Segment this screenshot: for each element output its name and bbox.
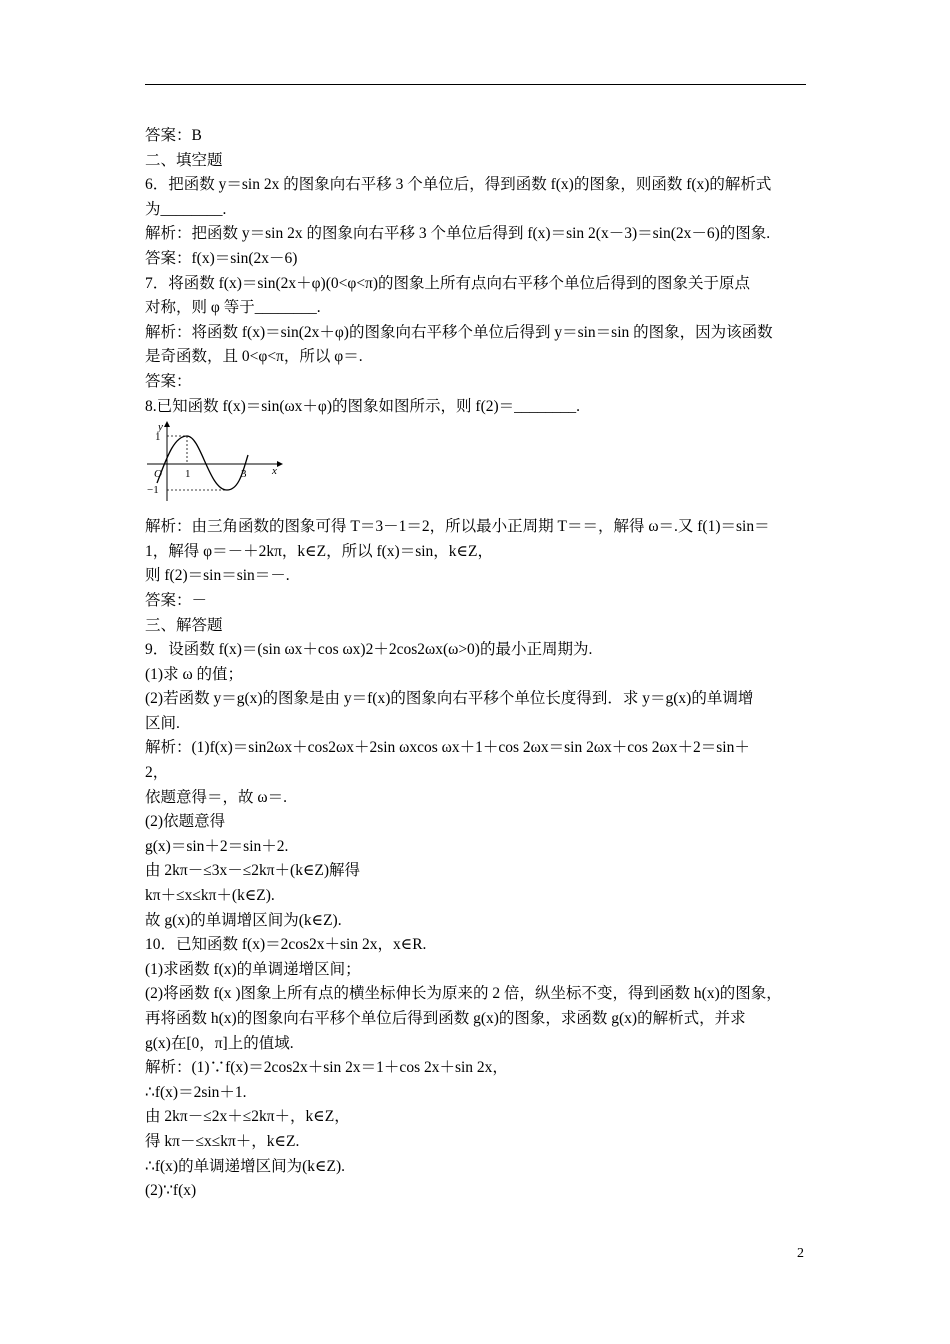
text-line: (2)若函数 y＝g(x)的图象是由 y＝f(x)的图象向右平移个单位长度得到．求 y＝g(x)的单调增 bbox=[145, 690, 754, 708]
text-line: 是奇函数，且 0<φ<π，所以 φ＝. bbox=[145, 348, 363, 366]
text-line: (2)依题意得 bbox=[145, 813, 226, 831]
text-line: 解析：把函数 y＝sin 2x 的图象向右平移 3 个单位后得到 f(x)＝sin 2(x－3)＝sin(2x－6)的图象. bbox=[145, 225, 771, 243]
text-line: 2， bbox=[145, 764, 169, 782]
text-line: 9．设函数 f(x)＝(sin ωx＋cos ωx)2＋2cos2ωx(ω>0)的最小正周期为. bbox=[145, 641, 593, 659]
text-line: 解析：(1)∵f(x)＝2cos2x＋sin 2x＝1＋cos 2x＋sin 2x， bbox=[145, 1059, 508, 1077]
text-line: 得 kπ－≤x≤kπ＋，k∈Z. bbox=[145, 1132, 300, 1150]
x-tick-3-label: 3 bbox=[241, 468, 247, 481]
text-line: 答案： bbox=[145, 372, 192, 390]
text-line: 10．已知函数 f(x)＝2cos2x＋sin 2x，x∈R. bbox=[145, 936, 427, 954]
text-line: g(x)在[0，π]上的值域. bbox=[145, 1034, 294, 1052]
text-line: 解析：将函数 f(x)＝sin(2x＋φ)的图象向右平移个单位后得到 y＝sin＝sin 的图象，因为该函数 bbox=[145, 323, 773, 341]
lines-after-graph bbox=[145, 515, 810, 1204]
text-line: g(x)＝sin＋2＝sin＋2. bbox=[145, 837, 289, 855]
text-line: 答案：B bbox=[145, 127, 202, 144]
text-line: kπ＋≤x≤kπ＋(k∈Z). bbox=[145, 887, 275, 905]
x-axis-arrow bbox=[277, 461, 283, 467]
text-line: 6．把函数 y＝sin 2x 的图象向右平移 3 个单位后，得到函数 f(x)的图象，则函数 f(x)的解析式 bbox=[145, 176, 772, 194]
text-line: 依题意得＝，故 ω＝. bbox=[145, 788, 287, 806]
page-number: 2 bbox=[797, 1246, 804, 1261]
text-line: (1)求 ω 的值； bbox=[145, 665, 244, 683]
text-line: 由 2kπ－≤3x－≤2kπ＋(k∈Z)解得 bbox=[145, 862, 361, 880]
text-line: 再将函数 h(x)的图象向右平移个单位后得到函数 g(x)的图象，求函数 g(x)的解析式，并求 bbox=[145, 1010, 746, 1027]
origin-label: O bbox=[154, 468, 162, 481]
text-line: 解析：(1)f(x)＝sin2ωx＋cos2ωx＋2sin ωxcos ωx＋1＋cos 2ωx＝sin 2ωx＋cos 2ωx＋2＝sin＋ bbox=[145, 739, 750, 757]
y-tick-bottom-label: −1 bbox=[147, 484, 159, 497]
y-axis-arrow bbox=[164, 421, 170, 427]
text-line: (2)∵f(x) bbox=[145, 1182, 197, 1200]
text-line: 7．将函数 f(x)＝sin(2x＋φ)(0<φ<π)的图象上所有点向右平移个单位后得到的图象关于原点 bbox=[145, 274, 751, 292]
header-rule bbox=[145, 84, 806, 85]
text-line: 三、解答题 bbox=[145, 616, 223, 634]
x-axis-label: x bbox=[272, 465, 277, 478]
text-line: 答案：－ bbox=[145, 591, 208, 609]
text-line: 区间. bbox=[145, 714, 180, 732]
y-tick-top-label: 1 bbox=[155, 431, 161, 444]
text-line: 1，解得 φ＝－＋2kπ，k∈Z，所以 f(x)＝sin，k∈Z， bbox=[145, 542, 493, 560]
page-body bbox=[145, 124, 810, 1204]
text-line: 二、填空题 bbox=[145, 151, 223, 169]
text-line: 则 f(2)＝sin＝sin＝－. bbox=[145, 567, 290, 585]
text-line: (1)求函数 f(x)的单调递增区间； bbox=[145, 960, 361, 978]
text-line: ∴f(x)＝2sin＋1. bbox=[145, 1083, 247, 1101]
text-line: 解析：由三角函数的图象可得 T＝3－1＝2，所以最小正周期 T＝＝，解得 ω＝.又 f(1)＝sin＝ bbox=[145, 518, 770, 536]
text-line: 8.已知函数 f(x)＝sin(ωx＋φ)的图象如图所示，则 f(2)＝________. bbox=[145, 397, 581, 415]
text-line: 答案：f(x)＝sin(2x－6) bbox=[145, 249, 298, 267]
text-line: ∴f(x)的单调递增区间为(k∈Z). bbox=[145, 1157, 345, 1175]
sine-curve bbox=[157, 436, 248, 490]
y-axis-label: y bbox=[158, 421, 163, 434]
text-line: 对称，则 φ 等于________. bbox=[145, 299, 321, 317]
text-line: 为________. bbox=[145, 200, 227, 218]
text-line: 由 2kπ－≤2x＋≤2kπ＋，k∈Z， bbox=[145, 1108, 350, 1126]
text-line: 故 g(x)的单调增区间为(k∈Z). bbox=[145, 911, 342, 929]
x-tick-1-label: 1 bbox=[185, 468, 191, 481]
lines-before-graph bbox=[145, 124, 810, 419]
sine-graph-figure bbox=[145, 421, 285, 505]
text-line: (2)将函数 f(x )图象上所有点的横坐标伸长为原来的 2 倍，纵坐标不变，得到函数 h(x)的图象， bbox=[145, 985, 782, 1003]
